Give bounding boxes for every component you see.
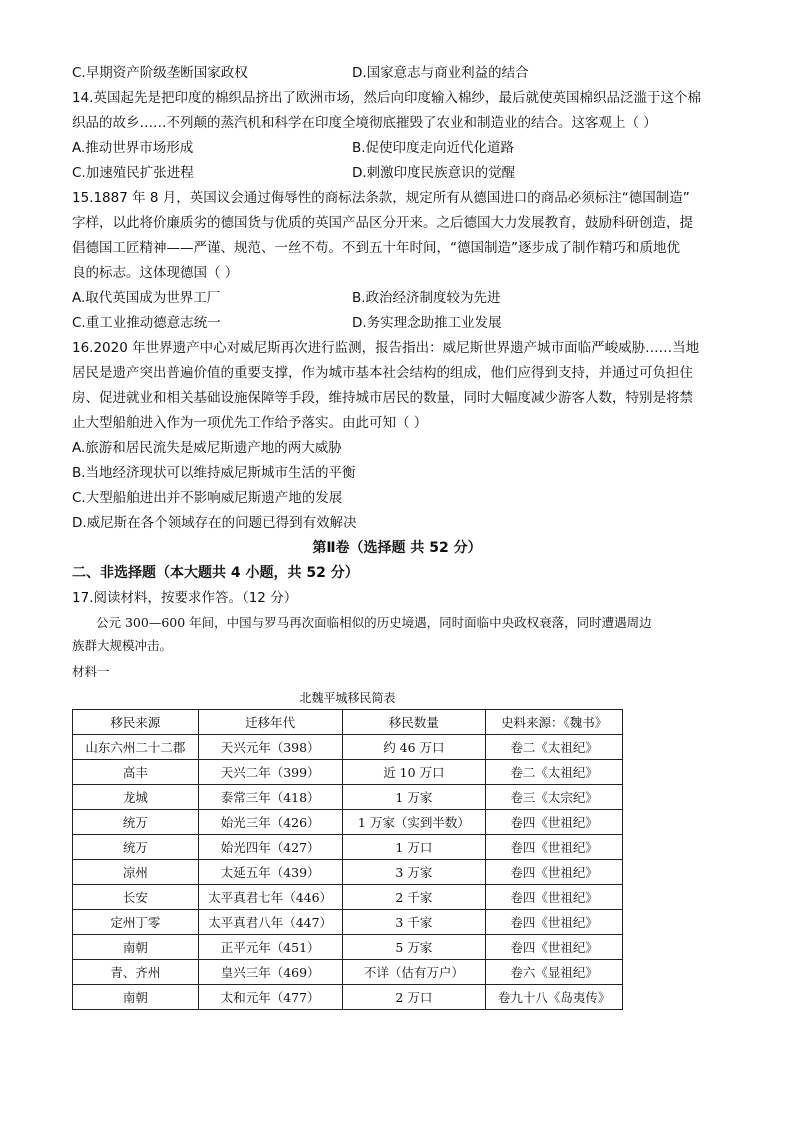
migration-table [72,709,623,1010]
cell-count: 约 46 万口 [342,735,486,760]
q15-stem-line3: 倡德国工匠精神——严谨、规范、一丝不苟。不到五十年时间，“德国制造”逐步成了制作精巧和质地优 [72,240,680,256]
cell-reference: 卷九十八《岛夷传》 [486,985,623,1010]
cell-source: 龙城 [73,785,199,810]
cell-source: 南朝 [73,985,199,1010]
cell-year: 太平真君七年（446） [198,885,342,910]
cell-reference: 卷四《世祖纪》 [486,910,623,935]
q17-stem: 17.阅读材料，按要求作答。（12 分） [72,590,298,606]
q14-option-a: A.推动世界市场形成 [72,140,194,156]
cell-count: 2 千家 [342,885,486,910]
cell-source: 定州丁零 [73,910,199,935]
cell-year: 泰常三年（418） [198,785,342,810]
material-one-label: 材料一 [72,664,110,679]
header-source: 移民来源 [73,710,199,735]
q16-stem-line2: 居民是遗产突出普遍价值的重要支撑，作为城市基本社会结构的组成，他们应得到支持，并通过可负担住 [72,365,693,381]
cell-year: 天兴元年（398） [198,735,342,760]
q14-stem-line1: 14.英国起先是把印度的棉织品挤出了欧洲市场，然后向印度输入棉纱，最后就使英国棉织品泛滥于这个棉 [72,90,701,106]
cell-source: 统万 [73,810,199,835]
cell-source: 南朝 [73,935,199,960]
table-row [73,960,623,985]
cell-source: 高丰 [73,760,199,785]
cell-reference: 卷二《太祖纪》 [486,735,623,760]
cell-reference: 卷四《世祖纪》 [486,885,623,910]
cell-count: 近 10 万口 [342,760,486,785]
q14-stem-line2: 织品的故乡……不列颠的蒸汽机和科学在印度全境彻底摧毁了农业和制造业的结合。这客观上（ ） [72,115,657,131]
q15-option-a: A.取代英国成为世界工厂 [72,290,221,306]
header-count: 移民数量 [342,710,486,735]
q16-option-c: C.大型船舶进出并不影响威尼斯遗产地的发展 [72,490,343,506]
q15-stem-line1: 15.1887 年 8 月，英国议会通过侮辱性的商标法条款，规定所有从德国进口的商品必须标注“德国制造” [72,190,690,206]
q13-option-d: D.国家意志与商业利益的结合 [352,65,529,81]
q15-stem-line4: 良的标志。这体现德国（ ） [72,265,239,281]
cell-count: 不详（估有万户） [342,960,486,985]
part2-heading: 二、非选择题（本大题共 4 小题，共 52 分） [72,565,359,581]
cell-count: 2 万口 [342,985,486,1010]
q15-stem-line2: 字样，以此将价廉质劣的德国货与优质的英国产品区分开来。之后德国大力发展教育，鼓励科研创造，提 [72,215,693,231]
q15-option-d: D.务实理念助推工业发展 [352,315,502,331]
cell-year: 太平真君八年（447） [198,910,342,935]
header-year: 迁移年代 [198,710,342,735]
table-row [73,985,623,1010]
q16-stem-line1: 16.2020 年世界遗产中心对威尼斯再次进行监测，报告指出：威尼斯世界遗产城市面临严峻威胁……当地 [72,340,700,356]
cell-reference: 卷四《世祖纪》 [486,860,623,885]
header-reference: 史料来源：《魏书》 [486,710,623,735]
q16-option-d: D.威尼斯在各个领域存在的问题已得到有效解决 [72,515,357,531]
cell-count: 1 万家（实到半数） [342,810,486,835]
q15-option-c: C.重工业推动德意志统一 [72,315,221,331]
cell-count: 3 万家 [342,860,486,885]
table-row [73,810,623,835]
part2-title: 第Ⅱ卷（选择题 共 52 分） [312,540,482,556]
table-row [73,860,623,885]
cell-source: 统万 [73,835,199,860]
cell-reference: 卷三《太宗纪》 [486,785,623,810]
cell-reference: 卷四《世祖纪》 [486,935,623,960]
cell-reference: 卷六《显祖纪》 [486,960,623,985]
cell-year: 始光四年（427） [198,835,342,860]
table-header-row [73,710,623,735]
table-title: 北魏平城移民简表 [299,691,396,705]
q16-option-b: B.当地经济现状可以维持威尼斯城市生活的平衡 [72,465,356,481]
cell-reference: 卷四《世祖纪》 [486,810,623,835]
cell-source: 山东六州二十二郡 [73,735,199,760]
cell-count: 1 万家 [342,785,486,810]
table-row [73,735,623,760]
cell-source: 凉州 [73,860,199,885]
q16-stem-line4: 止大型船舶进入作为一项优先工作给予落实。由此可知（ ） [72,415,428,431]
q14-option-b: B.促使印度走向近代化道路 [352,140,515,156]
q14-option-d: D.刺激印度民族意识的觉醒 [352,165,516,181]
cell-year: 太和元年（477） [198,985,342,1010]
cell-count: 1 万口 [342,835,486,860]
q14-option-c: C.加速殖民扩张进程 [72,165,194,181]
table-row [73,760,623,785]
q17-intro-line2: 族群大规模冲击。 [72,638,173,653]
q13-option-c: C.早期资产阶级垄断国家政权 [72,65,248,81]
table-row [73,835,623,860]
q17-intro-line1: 公元 300—600 年间，中国与罗马再次面临相似的历史境遇，同时面临中央政权衰落，同时遭遇周边 [96,615,652,630]
table-row [73,885,623,910]
q15-option-b: B.政治经济制度较为先进 [352,290,501,306]
table-row [73,935,623,960]
cell-count: 3 千家 [342,910,486,935]
cell-year: 始光三年（426） [198,810,342,835]
q16-stem-line3: 房、促进就业和相关基础设施保障等手段，维持城市居民的数量，同时大幅度减少游客人数，特别是将禁 [72,390,693,406]
cell-year: 正平元年（451） [198,935,342,960]
cell-reference: 卷四《世祖纪》 [486,835,623,860]
cell-source: 青、齐州 [73,960,199,985]
cell-reference: 卷二《太祖纪》 [486,760,623,785]
cell-count: 5 万家 [342,935,486,960]
table-row [73,785,623,810]
cell-year: 皇兴三年（469） [198,960,342,985]
cell-year: 太延五年（439） [198,860,342,885]
cell-year: 天兴二年（399） [198,760,342,785]
table-row [73,910,623,935]
cell-source: 长安 [73,885,199,910]
q16-option-a: A.旅游和居民流失是威尼斯遗产地的两大威胁 [72,440,342,456]
